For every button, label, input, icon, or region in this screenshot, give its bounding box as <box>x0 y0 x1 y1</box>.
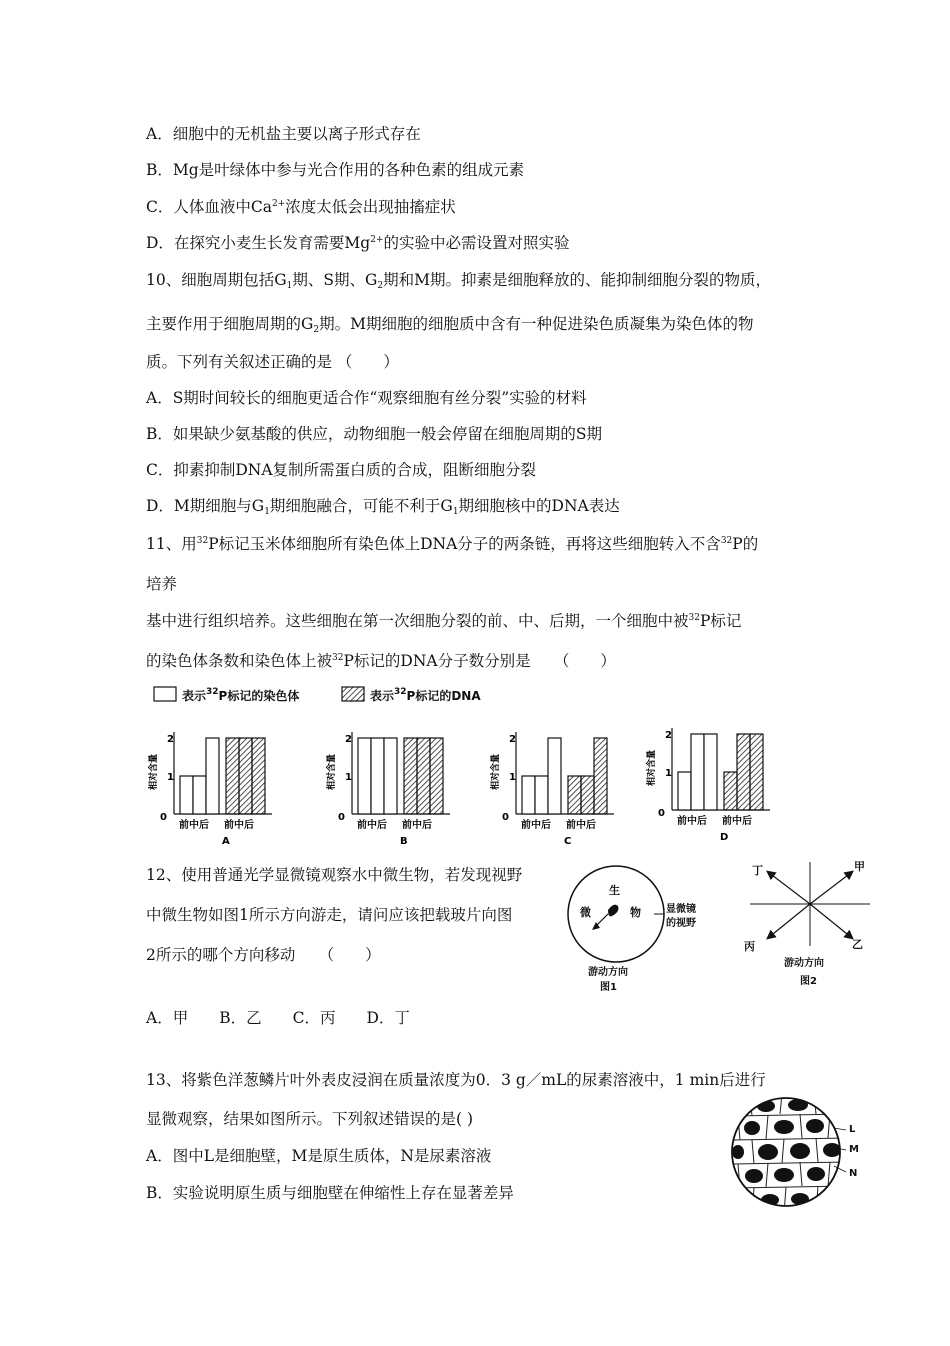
q10-option-d: D．M期细胞与$G_1$期细胞融合，可能不利于$G_1$期细胞核中的DNA表达 <box>146 497 620 517</box>
chart-letter: A <box>222 836 230 847</box>
legend-chromosome-label: 表示$^{32}$P标记的染色体 <box>182 687 300 703</box>
fig2-caption: 游动方向 <box>784 958 824 969</box>
q12-figure-2 <box>740 856 880 992</box>
chart-b-svg <box>318 720 458 848</box>
y-axis-label: 相对含量 <box>149 753 159 790</box>
y-tick-label: 0 <box>338 812 345 823</box>
fig1-char-wu: 物 <box>630 906 641 919</box>
y-tick-label: 0 <box>658 808 665 819</box>
chart-letter: C <box>564 836 572 847</box>
fig2-number: 图2 <box>800 976 817 987</box>
q10-stem-line1: 10、细胞周期包括$G_1$期、S期、$G_2$期和M期。抑素是细胞释放的、能抑制细胞分裂的物质， <box>146 271 771 291</box>
chromosome-bar <box>358 738 371 814</box>
chromosome-bar <box>535 776 548 814</box>
microbe-shape <box>608 905 618 917</box>
y-tick-label: 1 <box>509 772 516 783</box>
chromosome-bar <box>548 738 561 814</box>
q10-stem-line3: 质。下列有关叙述正确的是 （ ） <box>146 353 399 371</box>
cell-grid <box>730 1094 850 1214</box>
q9-option-b: B．Mg是叶绿体中参与光合作用的各种色素的组成元素 <box>146 161 525 179</box>
fig2-label-ding: 丁 <box>752 864 763 877</box>
y-tick-label: 2 <box>509 734 516 745</box>
chromosome-bar <box>704 734 717 810</box>
x-label-chromosome: 前中后 <box>521 820 551 831</box>
y-tick-label: 2 <box>345 734 352 745</box>
y-tick-label: 0 <box>502 812 509 823</box>
chart-d-svg <box>638 716 778 844</box>
chart-c-svg <box>482 720 622 848</box>
y-tick-label: 0 <box>160 812 167 823</box>
q11-stem-line3: 基中进行组织培养。这些细胞在第一次细胞分裂的前、中、后期，一个细胞中被$^{32}$P标记 <box>146 612 742 630</box>
dna-bar <box>430 738 443 814</box>
fig1-number: 图1 <box>600 982 617 993</box>
q9-option-d: D．在探究小麦生长发育需要$Mg^{2+}$的实验中必需设置对照实验 <box>146 234 570 252</box>
y-axis-label: 相对含量 <box>491 753 501 790</box>
fig2-label-yi: 乙 <box>852 938 863 951</box>
label-M: M <box>849 1144 859 1155</box>
chromosome-bar <box>678 772 691 810</box>
dna-bar <box>724 772 737 810</box>
x-label-chromosome: 前中后 <box>677 816 707 827</box>
fig2-label-jia: 甲 <box>854 860 865 873</box>
chart-c <box>482 720 622 848</box>
q13-cell-figure <box>730 1094 870 1214</box>
y-tick-label: 2 <box>665 730 672 741</box>
x-label-chromosome: 前中后 <box>179 820 209 831</box>
q13-stem-line2: 显微观察，结果如图所示。下列叙述错误的是( ) <box>146 1110 474 1128</box>
q10-option-c: C．抑素抑制DNA复制所需蛋白质的合成，阻断细胞分裂 <box>146 461 537 479</box>
dna-bar <box>417 738 430 814</box>
fig1-char-sheng: 生 <box>609 884 620 897</box>
chart-letter: B <box>400 836 408 847</box>
dna-bar <box>404 738 417 814</box>
label-L: L <box>849 1124 856 1135</box>
q13-stem-line1: 13、将紫色洋葱鳞片叶外表皮浸润在质量浓度为0．3 g／mL的尿素溶液中，1 min后进行 <box>146 1071 766 1089</box>
y-tick-label: 1 <box>345 772 352 783</box>
x-label-dna: 前中后 <box>224 820 254 831</box>
y-tick-label: 1 <box>665 768 672 779</box>
dna-bar <box>750 734 763 810</box>
chart-a <box>140 720 280 848</box>
q12-options: A．甲 B．乙 C．丙 D．丁 <box>146 1009 410 1027</box>
x-label-dna: 前中后 <box>566 820 596 831</box>
q12-stem-line3: 2所示的哪个方向移动 （ ） <box>146 946 381 964</box>
chart-legend <box>152 684 532 706</box>
q12-figure-1 <box>556 862 716 992</box>
chromosome-bar <box>522 776 535 814</box>
chart-a-svg <box>140 720 280 848</box>
arrow-ding <box>768 872 810 904</box>
q12-stem-line1: 12、使用普通光学显微镜观察水中微生物，若发现视野 <box>146 866 523 884</box>
dna-bar <box>568 776 581 814</box>
dna-bar <box>226 738 239 814</box>
fig1-side-label-1: 显微镜 <box>666 904 696 915</box>
chromosome-bar <box>371 738 384 814</box>
arrow-bing <box>768 904 810 938</box>
y-tick-label: 1 <box>167 772 174 783</box>
dna-bar <box>581 776 594 814</box>
y-tick-label: 2 <box>167 734 174 745</box>
fig1-caption: 游动方向 <box>588 967 628 978</box>
q10-option-a: A．S期时间较长的细胞更适合作“观察细胞有丝分裂”实验的材料 <box>146 389 587 407</box>
chromosome-bar <box>384 738 397 814</box>
q10-option-b: B．如果缺少氨基酸的供应，动物细胞一般会停留在细胞周期的S期 <box>146 425 603 443</box>
legend-dna-swatch <box>342 687 364 701</box>
arrow-jia <box>810 872 852 904</box>
q11-stem-line2: 培养 <box>146 575 178 593</box>
fig1-side-label-2: 的视野 <box>666 918 696 929</box>
arrow-yi <box>810 904 852 938</box>
chart-d <box>638 716 778 844</box>
label-N: N <box>849 1168 858 1179</box>
x-label-chromosome: 前中后 <box>357 820 387 831</box>
y-axis-label: 相对含量 <box>647 749 657 786</box>
q13-option-b: B．实验说明原生质与细胞壁在伸缩性上存在显著差异 <box>146 1184 514 1202</box>
dna-bar <box>594 738 607 814</box>
fig2-label-bing: 丙 <box>744 940 755 953</box>
legend-chromosome-swatch <box>154 687 176 701</box>
chromosome-bar <box>193 776 206 814</box>
q11-stem-line1: 11、用$^{32}$P标记玉米体细胞所有染色体上DNA分子的两条链，再将这些细胞转入不含$^{32}$P的 <box>146 535 759 553</box>
x-label-dna: 前中后 <box>722 816 752 827</box>
q9-option-a: A．细胞中的无机盐主要以离子形式存在 <box>146 125 421 143</box>
y-axis-label: 相对含量 <box>327 753 337 790</box>
dna-bar <box>252 738 265 814</box>
x-label-dna: 前中后 <box>402 820 432 831</box>
q11-stem-line4: 的染色体条数和染色体上被$^{32}$P标记的DNA分子数分别是 （ ） <box>146 652 616 670</box>
chromosome-bar <box>180 776 193 814</box>
q12-stem-line2: 中微生物如图1所示方向游走，请问应该把载玻片向图 <box>146 906 513 924</box>
chromosome-bar <box>206 738 219 814</box>
fig1-char-wei: 微 <box>580 906 591 919</box>
chromosome-bar <box>691 734 704 810</box>
q9-option-c: C．人体血液中$Ca^{2+}$浓度太低会出现抽搐症状 <box>146 198 456 216</box>
legend-dna-label: 表示$^{32}$P标记的DNA <box>370 687 481 703</box>
chart-b <box>318 720 458 848</box>
q13-option-a: A．图中L是细胞壁，M是原生质体，N是尿素溶液 <box>146 1147 492 1165</box>
q10-stem-line2: 主要作用于细胞周期的$G_2$期。M期细胞的细胞质中含有一种促进染色质凝集为染色体的物 <box>146 315 754 335</box>
dna-bar <box>737 734 750 810</box>
chart-letter: D <box>720 832 729 843</box>
dna-bar <box>239 738 252 814</box>
